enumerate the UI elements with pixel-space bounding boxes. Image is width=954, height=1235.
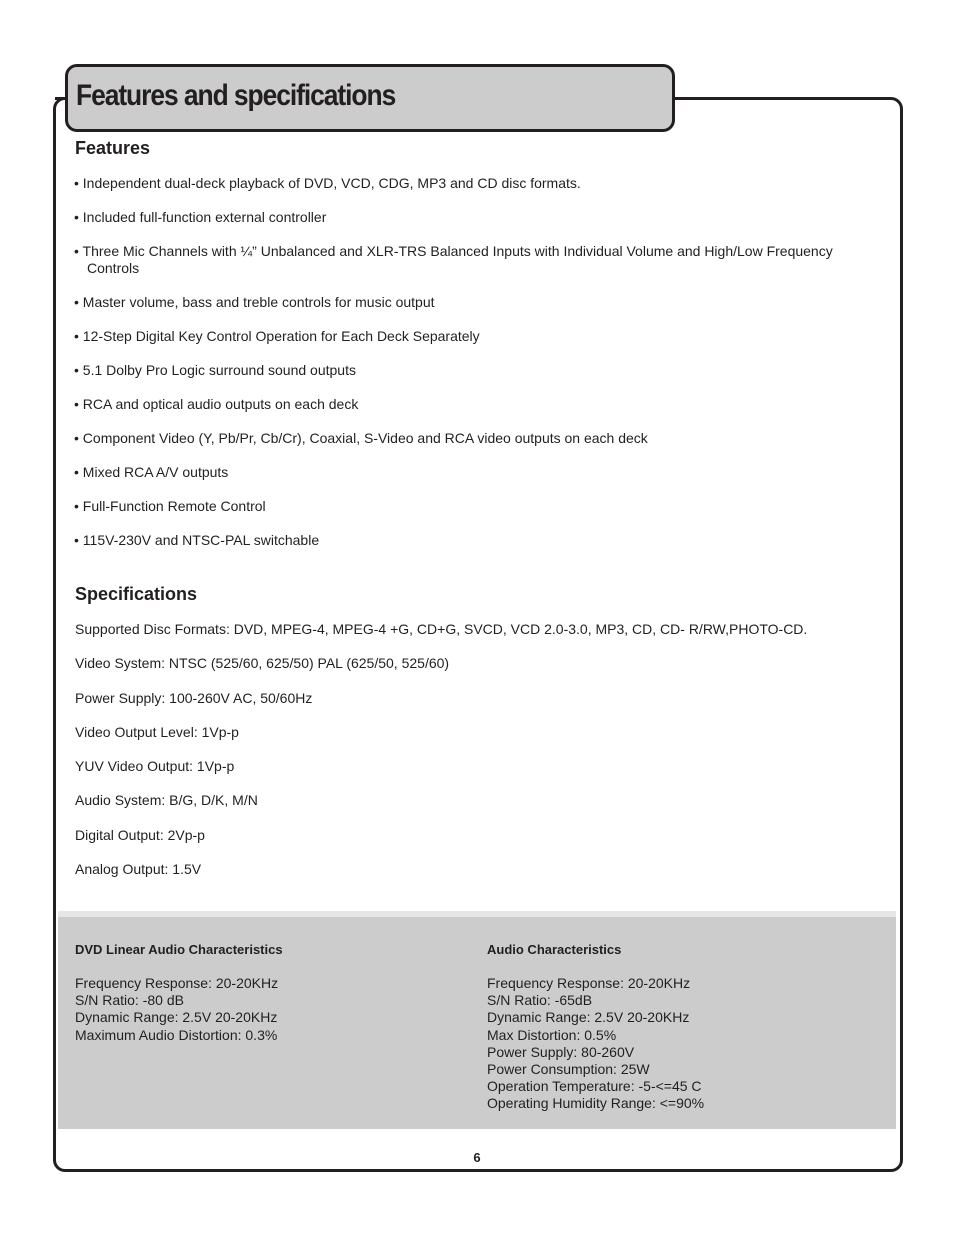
title-tab: [65, 64, 675, 132]
audio-characteristics-item: Operating Humidity Range: <=90%: [487, 1095, 705, 1112]
dvd-linear-audio-item: Frequency Response: 20-20KHz: [75, 975, 279, 991]
audio-characteristics-list: [487, 975, 704, 1113]
title-tab-connector: [55, 97, 67, 100]
dvd-linear-audio-list: [75, 975, 283, 1044]
spec-item: Video Output Level: 1Vp-p: [75, 723, 239, 740]
audio-characteristics-item: Power Consumption: 25W: [487, 1061, 650, 1078]
feature-item: • 12-Step Digital Key Control Operation for Each Deck Separately: [74, 328, 480, 344]
spec-item: Power Supply: 100-260V AC, 50/60Hz: [75, 689, 313, 706]
spec-item: Supported Disc Formats: DVD, MPEG-4, MPEG-4 +G, CD+G, SVCD, VCD 2.0-3.0, MP3, CD, CD- R/RW,PHOTO-CD.: [75, 621, 808, 637]
feature-item: • Mixed RCA A/V outputs: [74, 464, 229, 480]
specifications-heading: Specifications: [75, 584, 198, 604]
audio-characteristics-item: Frequency Response: 20-20KHz: [487, 975, 691, 991]
spec-item: Analog Output: 1.5V: [75, 861, 202, 878]
spec-item: Audio System: B/G, D/K, M/N: [75, 792, 258, 809]
feature-item: • Master volume, bass and treble controls for music output: [74, 294, 435, 310]
page-number: 6: [473, 1150, 481, 1165]
audio-characteristics-panel: [58, 911, 896, 1129]
features-list: [74, 175, 854, 566]
audio-characteristics-item: S/N Ratio: -65dB: [487, 992, 593, 1009]
feature-item: • Full-Function Remote Control: [74, 498, 266, 514]
page-title: Features and specifications: [76, 79, 396, 112]
audio-characteristics-item: Power Supply: 80-260V: [487, 1043, 635, 1060]
feature-item: • Included full-function external controller: [74, 209, 327, 225]
dvd-linear-audio-item: Maximum Audio Distortion: 0.3%: [75, 1026, 278, 1043]
spec-item: YUV Video Output: 1Vp-p: [75, 758, 235, 775]
specifications-list: [75, 621, 875, 895]
dvd-linear-audio-item: S/N Ratio: -80 dB: [75, 992, 184, 1009]
audio-characteristics-column: [487, 941, 704, 1113]
spec-item: Video System: NTSC (525/60, 625/50) PAL (625/50, 525/60): [75, 655, 450, 672]
feature-item: • 115V-230V and NTSC-PAL switchable: [74, 532, 320, 548]
dvd-linear-audio-item: Dynamic Range: 2.5V 20-20KHz: [75, 1009, 278, 1026]
feature-item: • Three Mic Channels with ¼” Unbalanced and XLR-TRS Balanced Inputs with Individual Volume and High/Low Frequency Controls: [74, 243, 833, 276]
audio-characteristics-item: Dynamic Range: 2.5V 20-20KHz: [487, 1009, 690, 1026]
audio-characteristics-heading: Audio Characteristics: [487, 942, 622, 957]
feature-item: • Independent dual-deck playback of DVD, VCD, CDG, MP3 and CD disc formats.: [74, 175, 581, 191]
audio-characteristics-item: Operation Temperature: -5-<=45 C: [487, 1078, 702, 1095]
spec-item: Digital Output: 2Vp-p: [75, 826, 205, 843]
dvd-linear-audio-heading: DVD Linear Audio Characteristics: [75, 942, 283, 957]
features-heading: Features: [75, 138, 151, 158]
feature-item: • RCA and optical audio outputs on each deck: [74, 396, 359, 412]
dvd-linear-audio-column: [75, 941, 283, 1044]
feature-item: • 5.1 Dolby Pro Logic surround sound outputs: [74, 362, 356, 378]
audio-characteristics-item: Max Distortion: 0.5%: [487, 1026, 617, 1043]
feature-item: • Component Video (Y, Pb/Pr, Cb/Cr), Coaxial, S-Video and RCA video outputs on each deck: [74, 430, 648, 446]
